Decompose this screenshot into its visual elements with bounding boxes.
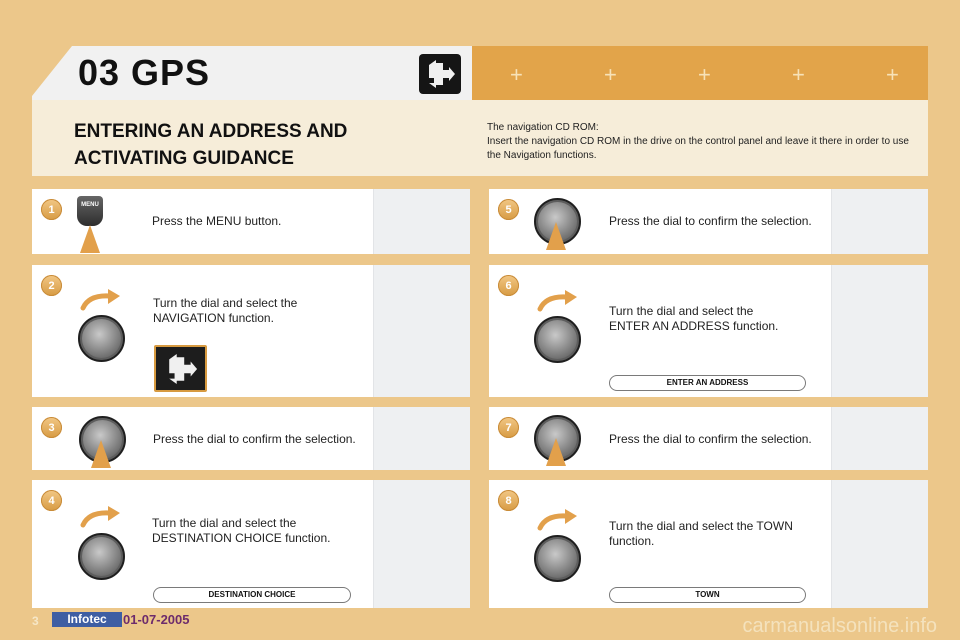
destination-choice-menu-item[interactable]: DESTINATION CHOICE (153, 587, 351, 603)
step-3-text: Press the dial to confirm the selection. (153, 432, 356, 446)
plus-icon: + (698, 62, 711, 87)
step-7-text: Press the dial to confirm the selection. (609, 432, 812, 446)
up-arrow-icon (546, 438, 566, 466)
step-number-1: 1 (41, 199, 62, 220)
control-dial[interactable] (534, 535, 581, 582)
cd-rom-notice: The navigation CD ROM: Insert the navigation CD ROM in the drive on the control panel and leave it there in order to use the Navigation functions. (487, 122, 909, 161)
brand-logo: Infotec (52, 612, 122, 627)
step-number-8: 8 (498, 490, 519, 511)
up-arrow-icon (80, 225, 100, 253)
step-1-text: Press the MENU button. (152, 214, 282, 228)
up-arrow-icon (546, 222, 566, 250)
plus-icon: + (510, 62, 523, 87)
navigation-icon (419, 54, 461, 94)
plus-icon: + (604, 62, 617, 87)
step-number-6: 6 (498, 275, 519, 296)
curved-arrow-icon (80, 288, 122, 312)
page-title: 03 GPS (78, 52, 211, 93)
step-number-2: 2 (41, 275, 62, 296)
control-dial[interactable] (78, 315, 125, 362)
up-arrow-icon (91, 440, 111, 468)
section-title: ENTERING AN ADDRESS AND ACTIVATING GUIDANCE (74, 121, 348, 169)
step-4-text: Turn the dial and select the DESTINATION CHOICE function. (152, 516, 331, 545)
plus-icon: + (792, 62, 805, 87)
plus-icon: + (886, 62, 899, 87)
curved-arrow-icon (80, 505, 122, 529)
control-dial[interactable] (534, 316, 581, 363)
page-number: 3 (32, 614, 39, 628)
step-number-4: 4 (41, 490, 62, 511)
control-panel-photo (831, 480, 928, 608)
control-panel-photo (373, 265, 470, 397)
site-watermark: carmanualsonline.info (742, 615, 937, 637)
control-panel-photo (373, 189, 470, 254)
menu-button[interactable]: MENU (77, 196, 103, 226)
edition-date: 01-07-2005 (123, 612, 190, 627)
control-dial[interactable] (78, 533, 125, 580)
step-6-text: Turn the dial and select the ENTER AN ADDRESS function. (609, 304, 779, 333)
navigation-icon (154, 345, 207, 392)
curved-arrow-icon (537, 508, 579, 532)
step-number-3: 3 (41, 417, 62, 438)
curved-arrow-icon (537, 289, 579, 313)
town-menu-item[interactable]: TOWN (609, 587, 806, 603)
control-panel-photo (831, 407, 928, 470)
step-5-text: Press the dial to confirm the selection. (609, 214, 812, 228)
step-number-5: 5 (498, 199, 519, 220)
enter-an-address-menu-item[interactable]: ENTER AN ADDRESS (609, 375, 806, 391)
header-cut-corner (32, 46, 72, 96)
control-panel-photo (831, 189, 928, 254)
step-2-text: Turn the dial and select the NAVIGATION function. (153, 296, 298, 325)
step-8-text: Turn the dial and select the TOWN function. (609, 519, 793, 548)
control-panel-photo (831, 265, 928, 397)
control-panel-photo (373, 407, 470, 470)
step-number-7: 7 (498, 417, 519, 438)
control-panel-photo (373, 480, 470, 608)
